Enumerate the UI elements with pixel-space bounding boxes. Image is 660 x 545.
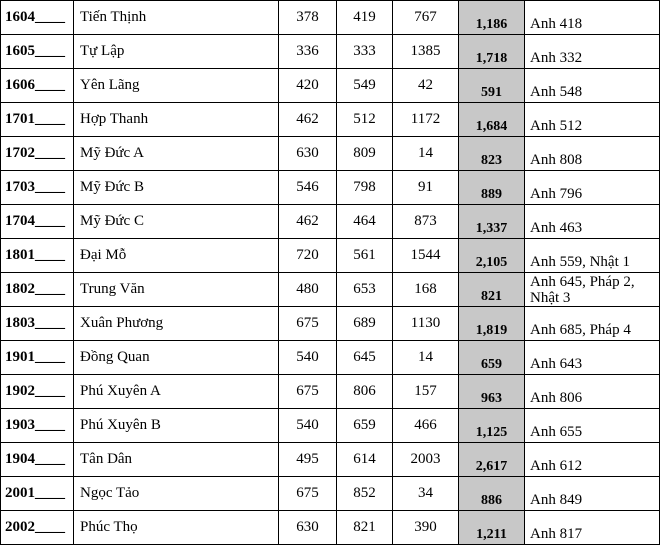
count-1-cell: 675 <box>279 375 337 409</box>
school-name-cell: Yên Lãng <box>74 69 279 103</box>
count-2-cell: 464 <box>337 205 393 239</box>
count-2-cell: 798 <box>337 171 393 205</box>
school-name-cell: Trung Văn <box>74 273 279 307</box>
school-code-cell: 1702____ <box>1 137 74 171</box>
count-1-cell: 546 <box>279 171 337 205</box>
school-name-cell: Phúc Thọ <box>74 511 279 545</box>
school-name-cell: Mỹ Đức A <box>74 137 279 171</box>
count-1-cell: 378 <box>279 1 337 35</box>
school-code-cell: 1802____ <box>1 273 74 307</box>
school-name-cell: Phú Xuyên B <box>74 409 279 443</box>
school-name-cell: Đồng Quan <box>74 341 279 375</box>
language-note-cell: Anh 817 <box>525 511 660 545</box>
table-row <box>1 103 660 137</box>
total-cell: 1,125 <box>459 409 525 443</box>
total-cell: 963 <box>459 375 525 409</box>
table-row <box>1 35 660 69</box>
count-1-cell: 630 <box>279 511 337 545</box>
count-2-cell: 419 <box>337 1 393 35</box>
total-cell: 1,684 <box>459 103 525 137</box>
count-3-cell: 1385 <box>393 35 459 69</box>
language-note-cell: Anh 463 <box>525 205 660 239</box>
count-3-cell: 91 <box>393 171 459 205</box>
count-3-cell: 42 <box>393 69 459 103</box>
count-3-cell: 466 <box>393 409 459 443</box>
language-note-cell: Anh 806 <box>525 375 660 409</box>
table-row <box>1 69 660 103</box>
count-2-cell: 561 <box>337 239 393 273</box>
count-2-cell: 549 <box>337 69 393 103</box>
count-3-cell: 14 <box>393 341 459 375</box>
school-name-cell: Mỹ Đức B <box>74 171 279 205</box>
count-1-cell: 720 <box>279 239 337 273</box>
table-row <box>1 273 660 307</box>
school-code-cell: 1803____ <box>1 307 74 341</box>
count-2-cell: 659 <box>337 409 393 443</box>
school-code-cell: 1701____ <box>1 103 74 137</box>
total-cell: 823 <box>459 137 525 171</box>
total-cell: 659 <box>459 341 525 375</box>
count-3-cell: 157 <box>393 375 459 409</box>
count-3-cell: 767 <box>393 1 459 35</box>
table-row <box>1 1 660 35</box>
count-1-cell: 480 <box>279 273 337 307</box>
count-3-cell: 1172 <box>393 103 459 137</box>
count-1-cell: 675 <box>279 477 337 511</box>
total-cell: 1,337 <box>459 205 525 239</box>
table-row <box>1 409 660 443</box>
count-1-cell: 462 <box>279 205 337 239</box>
count-2-cell: 821 <box>337 511 393 545</box>
school-code-cell: 1703____ <box>1 171 74 205</box>
table-row <box>1 205 660 239</box>
language-note-cell: Anh 808 <box>525 137 660 171</box>
total-cell: 1,718 <box>459 35 525 69</box>
school-name-cell: Xuân Phương <box>74 307 279 341</box>
school-code-cell: 1902____ <box>1 375 74 409</box>
count-2-cell: 809 <box>337 137 393 171</box>
table-row <box>1 341 660 375</box>
count-1-cell: 540 <box>279 341 337 375</box>
total-cell: 886 <box>459 477 525 511</box>
count-2-cell: 852 <box>337 477 393 511</box>
total-cell: 2,617 <box>459 443 525 477</box>
table-body <box>1 1 660 545</box>
total-cell: 889 <box>459 171 525 205</box>
school-code-cell: 1903____ <box>1 409 74 443</box>
table-row <box>1 443 660 477</box>
table-row <box>1 307 660 341</box>
total-cell: 1,186 <box>459 1 525 35</box>
table-row <box>1 137 660 171</box>
school-code-cell: 2001____ <box>1 477 74 511</box>
language-note-cell: Anh 612 <box>525 443 660 477</box>
count-1-cell: 420 <box>279 69 337 103</box>
table-row <box>1 477 660 511</box>
count-3-cell: 34 <box>393 477 459 511</box>
language-note-cell: Anh 548 <box>525 69 660 103</box>
school-code-cell: 1606____ <box>1 69 74 103</box>
count-3-cell: 2003 <box>393 443 459 477</box>
count-2-cell: 806 <box>337 375 393 409</box>
count-3-cell: 390 <box>393 511 459 545</box>
table-row <box>1 171 660 205</box>
language-note-cell: Anh 849 <box>525 477 660 511</box>
school-code-cell: 1904____ <box>1 443 74 477</box>
count-3-cell: 1130 <box>393 307 459 341</box>
count-2-cell: 645 <box>337 341 393 375</box>
language-note-cell: Anh 559, Nhật 1 <box>525 239 660 273</box>
total-cell: 591 <box>459 69 525 103</box>
school-name-cell: Phú Xuyên A <box>74 375 279 409</box>
total-cell: 1,819 <box>459 307 525 341</box>
language-note-cell: Anh 655 <box>525 409 660 443</box>
count-2-cell: 614 <box>337 443 393 477</box>
table-row <box>1 511 660 545</box>
count-1-cell: 540 <box>279 409 337 443</box>
count-3-cell: 1544 <box>393 239 459 273</box>
count-2-cell: 689 <box>337 307 393 341</box>
count-1-cell: 495 <box>279 443 337 477</box>
count-2-cell: 653 <box>337 273 393 307</box>
total-cell: 2,105 <box>459 239 525 273</box>
school-code-cell: 1604____ <box>1 1 74 35</box>
language-note-cell: Anh 796 <box>525 171 660 205</box>
school-code-cell: 1901____ <box>1 341 74 375</box>
school-name-cell: Đại Mỗ <box>74 239 279 273</box>
count-1-cell: 336 <box>279 35 337 69</box>
total-cell: 1,211 <box>459 511 525 545</box>
school-name-cell: Tân Dân <box>74 443 279 477</box>
school-name-cell: Mỹ Đức C <box>74 205 279 239</box>
count-2-cell: 512 <box>337 103 393 137</box>
school-name-cell: Tự Lập <box>74 35 279 69</box>
school-code-cell: 1704____ <box>1 205 74 239</box>
count-3-cell: 873 <box>393 205 459 239</box>
language-note-cell: Anh 418 <box>525 1 660 35</box>
total-cell: 821 <box>459 273 525 307</box>
count-3-cell: 168 <box>393 273 459 307</box>
count-2-cell: 333 <box>337 35 393 69</box>
school-code-cell: 1605____ <box>1 35 74 69</box>
school-name-cell: Ngọc Tảo <box>74 477 279 511</box>
language-note-cell: Anh 332 <box>525 35 660 69</box>
language-note-cell: Anh 512 <box>525 103 660 137</box>
count-1-cell: 675 <box>279 307 337 341</box>
count-3-cell: 14 <box>393 137 459 171</box>
school-name-cell: Hợp Thanh <box>74 103 279 137</box>
table-row <box>1 375 660 409</box>
language-note-cell: Anh 685, Pháp 4 <box>525 307 660 341</box>
school-name-cell: Tiến Thịnh <box>74 1 279 35</box>
language-note-cell: Anh 643 <box>525 341 660 375</box>
school-code-cell: 1801____ <box>1 239 74 273</box>
count-1-cell: 462 <box>279 103 337 137</box>
school-code-cell: 2002____ <box>1 511 74 545</box>
count-1-cell: 630 <box>279 137 337 171</box>
language-note-cell: Anh 645, Pháp 2, Nhật 3 <box>525 273 660 307</box>
table-row <box>1 239 660 273</box>
